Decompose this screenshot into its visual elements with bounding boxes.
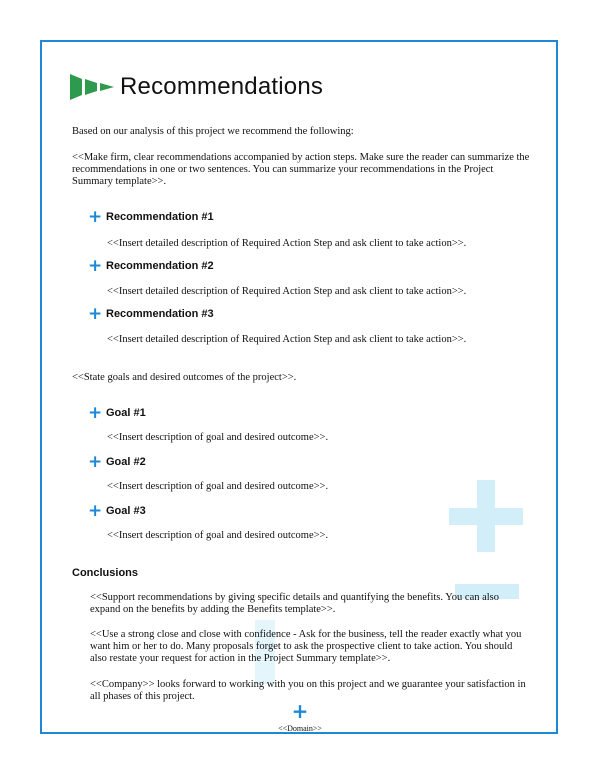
recommendation-1-desc: <<Insert detailed description of Required Action Step and ask client to take action>>. (107, 238, 467, 249)
recommendation-1-heading (88, 207, 214, 227)
goal-2-desc: <<Insert description of goal and desired outcome>>. (107, 481, 329, 492)
conclusion-paragraph-3: <<Company>> looks forward to working with you on this project and we guarantee your satisfaction in all phases of this project. (90, 679, 526, 702)
goal-1-heading (88, 403, 146, 423)
green-flag-triangles-icon (70, 74, 116, 100)
footer-domain: <<Domain>> (278, 724, 322, 733)
plus-bullet-icon: + (88, 207, 103, 227)
plus-bullet-icon: + (88, 403, 103, 423)
recommendation-2-desc: <<Insert detailed description of Required Action Step and ask client to take action>>. (107, 286, 467, 297)
recommendation-3-desc: <<Insert detailed description of Required Action Step and ask client to take action>>. (107, 334, 467, 345)
instructions-text: <<Make firm, clear recommendations accompanied by action steps. Make sure the reader can summarize the recommendations in one or two sentences. You can summarize your recommendations in the Project Summary template>>. (72, 152, 530, 187)
plus-bullet-icon: + (88, 304, 103, 324)
goal-3-heading (88, 501, 146, 521)
recommendation-label: Recommendation #3 (106, 308, 214, 320)
recommendation-3-heading (88, 304, 214, 324)
goal-label: Goal #3 (106, 505, 146, 517)
plus-bullet-icon: + (88, 452, 103, 472)
watermark-plus-horizontal (449, 508, 523, 525)
plus-bullet-icon: + (88, 256, 103, 276)
goal-2-heading (88, 452, 146, 472)
recommendation-label: Recommendation #1 (106, 211, 214, 223)
page-header (70, 72, 323, 102)
goal-1-desc: <<Insert description of goal and desired outcome>>. (107, 432, 329, 443)
recommendation-label: Recommendation #2 (106, 260, 214, 272)
goals-intro-text: <<State goals and desired outcomes of the project>>. (72, 372, 297, 383)
plus-bullet-icon: + (88, 501, 103, 521)
conclusion-paragraph-1: <<Support recommendations by giving specific details and quantifying the benefits. You can also expand on the benefits by adding the Benefits template>>. (90, 592, 500, 615)
recommendation-2-heading (88, 256, 214, 276)
page-title: Recommendations (120, 73, 324, 100)
goal-3-desc: <<Insert description of goal and desired outcome>>. (107, 530, 329, 541)
conclusions-heading: Conclusions (72, 567, 139, 579)
conclusion-paragraph-2: <<Use a strong close and close with confidence - Ask for the business, tell the reader exactly what you want him or her to do. Many proposals forget to ask the prospective client to take action. You should also restate your request for action in the Project Summary template>>. (90, 629, 522, 664)
footer-plus-icon: + (291, 699, 309, 723)
intro-text: Based on our analysis of this project we recommend the following: (72, 126, 354, 137)
goal-label: Goal #2 (106, 456, 146, 468)
goal-label: Goal #1 (106, 407, 146, 419)
